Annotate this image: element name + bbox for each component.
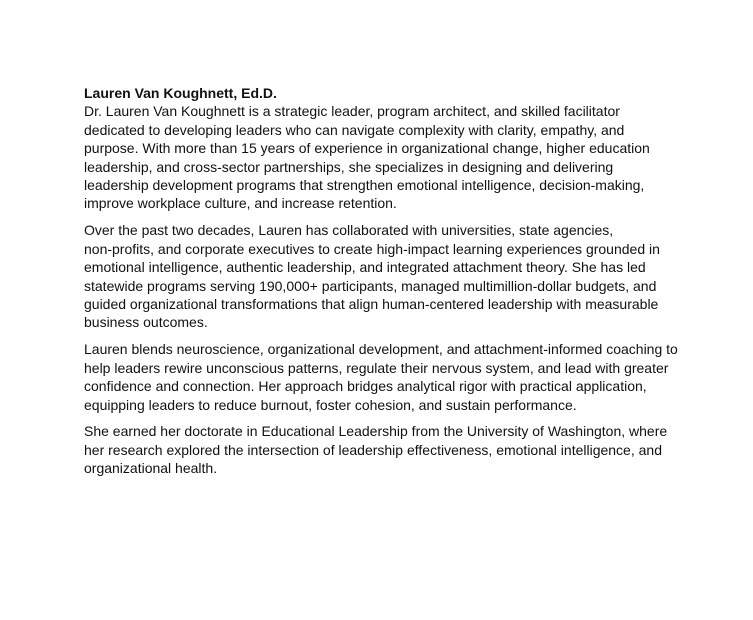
bio-line: organizational health.: [84, 460, 218, 477]
bio-line: Over the past two decades, Lauren has collaborated with universities, state agencies,: [84, 222, 614, 239]
bio-name-heading: Lauren Van Koughnett, Ed.D.: [84, 85, 277, 101]
bio-line: non-profits, and corporate executives to create high-impact learning experiences grounded in: [84, 240, 660, 257]
bio-paragraph-4: [84, 422, 684, 477]
bio-line: Dr. Lauren Van Koughnett is a strategic leader, program architect, and skilled facilitator: [84, 103, 620, 120]
bio-line: guided organizational transformations that align human-centered leadership with measurable: [84, 295, 659, 312]
bio-line: improve workplace culture, and increase retention.: [84, 195, 397, 212]
bio-line: leadership, and cross-sector partnerships, she specializes in designing and delivering: [84, 158, 614, 175]
bio-line: business outcomes.: [84, 314, 208, 331]
bio-line: emotional intelligence, authentic leadership, and integrated attachment theory. She has led: [84, 259, 646, 276]
bio-line: confidence and connection. Her approach bridges analytical rigor with practical application,: [84, 378, 647, 395]
bio-line: help leaders rewire unconscious patterns, regulate their nervous system, and lead with greater: [84, 359, 669, 376]
bio-paragraph-2: [84, 221, 684, 331]
bio-line: purpose. With more than 15 years of experience in organizational change, higher education: [84, 140, 650, 157]
bio-section: [84, 84, 684, 486]
bio-line: statewide programs serving 190,000+ participants, managed multimillion-dollar budgets, and: [84, 277, 657, 294]
bio-paragraph-3: [84, 340, 684, 414]
bio-line: dedicated to developing leaders who can navigate complexity with clarity, empathy, and: [84, 121, 625, 138]
bio-line: leadership development programs that strengthen emotional intelligence, decision-making,: [84, 177, 645, 194]
bio-line: equipping leaders to reduce burnout, foster cohesion, and sustain performance.: [84, 396, 577, 413]
bio-line: her research explored the intersection of leadership effectiveness, emotional intelligence, and: [84, 441, 662, 458]
bio-line: Lauren blends neuroscience, organizational development, and attachment-informed coaching to: [84, 341, 678, 358]
bio-line: She earned her doctorate in Educational Leadership from the University of Washington, where: [84, 423, 668, 440]
bio-paragraph-1: [84, 102, 684, 212]
